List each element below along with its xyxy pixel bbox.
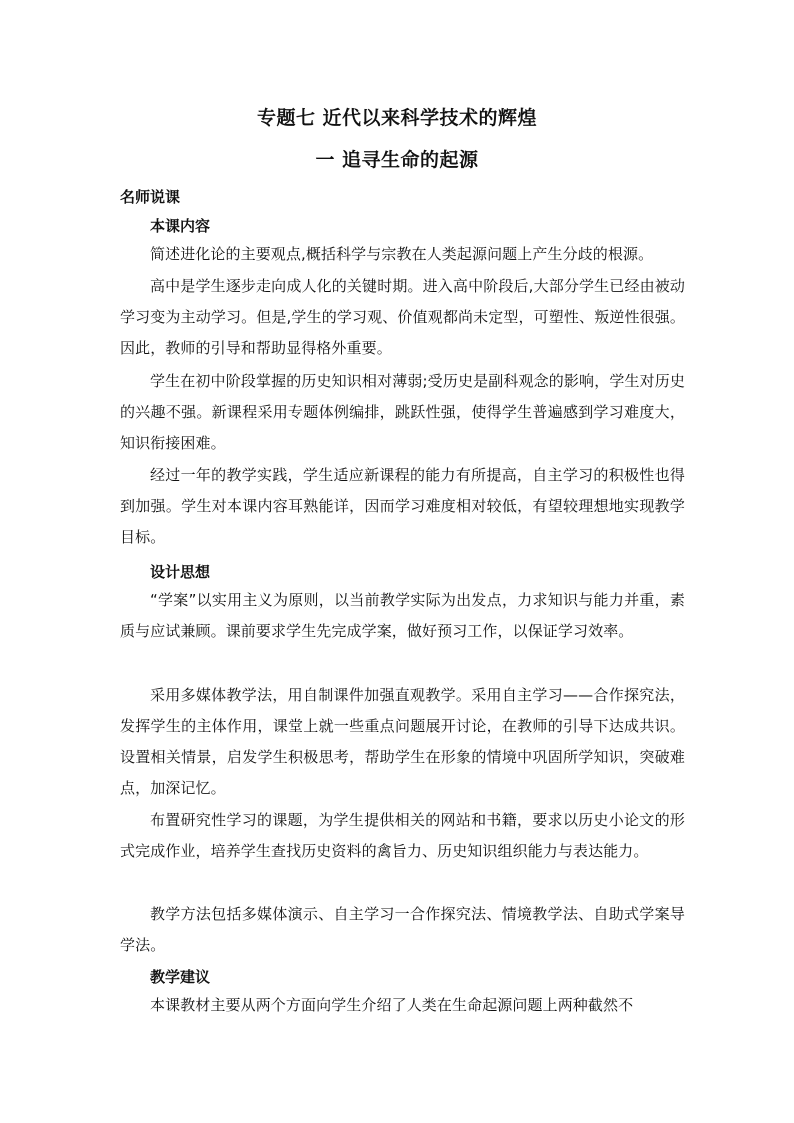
paragraph: 高中是学生逐步走向成人化的关键时期。进入高中阶段后,大部分学生已经由被动学习变为主动学习。但是,学生的学习观、价值观都尚未定型，可塑性、叛逆性很强。因此，教师的引导和帮助显得格外重要。 — [120, 277, 685, 357]
paragraph: 本课教材主要从两个方面向学生介绍了人类在生命起源问题上两种截然不 — [150, 996, 634, 1014]
paragraph: 经过一年的教学实践，学生适应新课程的能力有所提高，自主学习的积极性也得到加强。学生对本课内容耳熟能详，因而学习难度相对较低，有望较理想地实现教学目标。 — [120, 466, 685, 546]
paragraph: 布置研究性学习的课题，为学生提供相关的网站和书籍，要求以历史小论文的形式完成作业，培养学生查找历史资料的禽旨力、历史知识组织能力与表达能力。 — [120, 811, 685, 860]
section-heading-content: 本课内容 — [150, 217, 211, 235]
section-heading-advice: 教学建议 — [150, 968, 211, 986]
paragraph: 采用多媒体教学法，用自制课件加强直观教学。采用自主学习——合作探究法，发挥学生的主体作用，课堂上就一些重点问题展开讨论，在教师的引导下达成共识。设置相关情景，启发学生积极思考，帮助学生在形象的情境中巩固所学知识，突破难点，加深记忆。 — [120, 686, 685, 797]
paragraph: 学生在初中阶段掌握的历史知识相对薄弱;受历史是副科观念的影响，学生对历史的兴趣不强。新课程采用专题体例编排，跳跃性强，使得学生普遍感到学习难度大，知识衔接困难。 — [120, 372, 685, 452]
document-title: 专题七 近代以来科学技术的辉煌 — [256, 107, 538, 129]
section-label: 名师说课 — [120, 188, 181, 206]
paragraph: “学案”以实用主义为原则，以当前教学实际为出发点，力求知识与能力并重，素质与应试兼顾。课前要求学生先完成学案，做好预习工作，以保证学习效率。 — [120, 591, 685, 640]
document-subtitle: 一 追寻生命的起源 — [315, 149, 479, 171]
paragraph: 教学方法包括多媒体演示、自主学习一合作探究法、情境教学法、自助式学案导学法。 — [120, 905, 685, 954]
paragraph: 简述进化论的主要观点,概括科学与宗教在人类起源问题上产生分歧的根源。 — [150, 245, 654, 263]
section-heading-design: 设计思想 — [150, 563, 211, 581]
